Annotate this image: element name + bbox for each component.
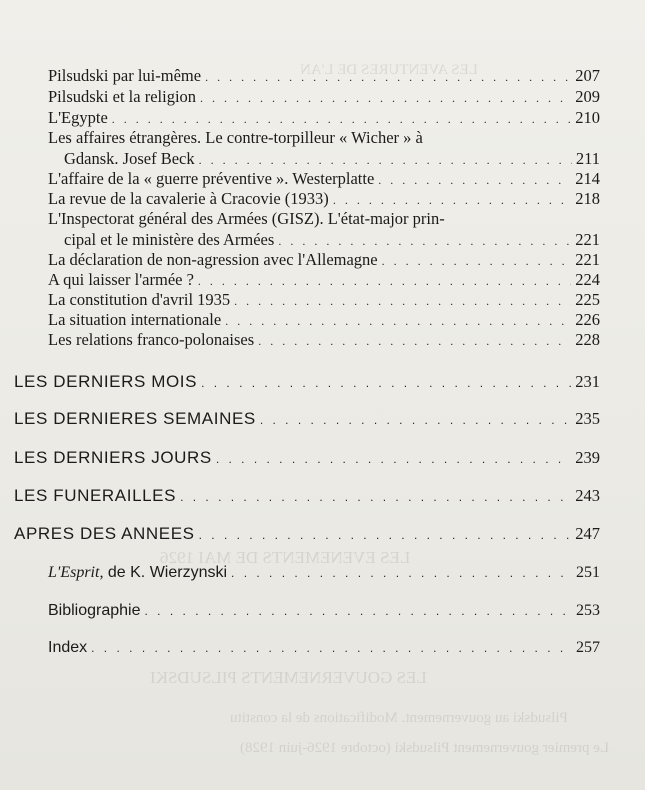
toc-entry-page: 221	[575, 250, 600, 269]
toc-entry[interactable]	[48, 108, 600, 128]
bleed-through: Pilsudski au gouvernement. Modifications de la constitu	[230, 710, 568, 726]
dot-leader	[382, 254, 572, 269]
dot-leader	[91, 641, 572, 655]
toc-entry[interactable]	[48, 310, 600, 330]
dot-leader	[200, 91, 571, 106]
toc-entry-title: La situation internationale	[48, 310, 222, 329]
toc-section-page: 231	[575, 372, 600, 391]
toc-entry-title: Bibliographie	[48, 602, 141, 619]
dot-leader	[180, 490, 571, 504]
esprit-italic: L'Esprit,	[48, 564, 104, 581]
toc-entry-title: La déclaration de non-agression avec l'Allemagne	[48, 250, 378, 269]
toc-entry-page: 209	[575, 87, 600, 106]
toc-entry[interactable]	[48, 66, 600, 86]
toc-entry-title: La constitution d'avril 1935	[48, 290, 231, 309]
dot-leader	[145, 604, 572, 618]
toc-entry-bibliography[interactable]	[48, 602, 600, 620]
dot-leader	[216, 452, 571, 466]
toc-entry-page: 226	[575, 310, 600, 329]
toc-entry[interactable]	[48, 250, 600, 270]
toc-entry-title: La revue de la cavalerie à Cracovie (1933)	[48, 189, 329, 208]
toc-entry-page: 211	[575, 149, 600, 168]
toc-entry-page: 210	[575, 108, 600, 127]
toc-entry[interactable]	[64, 230, 600, 250]
toc-entry[interactable]	[64, 149, 600, 169]
toc-entry[interactable]	[48, 270, 600, 290]
toc-entry-title-line2: cipal et le ministère des Armées	[64, 230, 275, 249]
toc-entry-page: 251	[576, 564, 600, 581]
toc-section-title: LES DERNIERS JOURS	[14, 448, 212, 467]
toc-entry-title-line2: Gdansk. Josef Beck	[64, 149, 195, 168]
toc-entry-page: 224	[575, 270, 600, 289]
toc-section-title: LES FUNERAILLES	[14, 486, 177, 505]
toc-section-page: 243	[575, 486, 600, 505]
dot-leader	[199, 528, 572, 542]
toc-entry-title: L'Egypte	[48, 108, 108, 127]
toc-entry-page: 225	[575, 290, 600, 309]
dot-leader	[260, 413, 571, 427]
dot-leader	[199, 153, 572, 168]
toc-entry[interactable]	[48, 330, 600, 350]
dot-leader	[205, 70, 571, 85]
toc-section-page: 235	[575, 409, 600, 428]
toc-entry-page: 221	[575, 230, 600, 249]
toc-entry-title: A qui laisser l'armée ?	[48, 270, 194, 289]
dot-leader	[225, 314, 571, 329]
bleed-through: Le premier gouvernement Pilsudski (octobre 1926-juin 1928)	[240, 740, 610, 756]
toc-entry-title: Index	[48, 639, 88, 656]
dot-leader	[112, 112, 571, 127]
toc-entry-esprit[interactable]	[48, 564, 600, 582]
dot-leader	[333, 193, 571, 208]
toc-entry-title: Pilsudski par lui-même	[48, 66, 202, 85]
toc-entry-page: 214	[575, 169, 600, 188]
toc-entry-title-line1: L'Inspectorat général des Armées (GISZ). L'état-major prin-	[48, 209, 445, 228]
dot-leader	[198, 274, 571, 289]
toc-section[interactable]	[14, 486, 600, 506]
toc-entry-page: 228	[575, 330, 600, 349]
toc-section[interactable]	[14, 448, 600, 468]
toc-entry[interactable]	[48, 290, 600, 310]
toc-entry-title	[48, 564, 227, 582]
toc-section-page: 239	[575, 448, 600, 467]
toc-entry-title-line1: Les affaires étrangères. Le contre-torpilleur « Wicher » à	[48, 128, 423, 147]
toc-section-title: LES DERNIERES SEMAINES	[14, 409, 256, 428]
toc-entry-page: 218	[575, 189, 600, 208]
toc-entry-title: Pilsudski et la religion	[48, 87, 197, 106]
toc-section-title: APRES DES ANNEES	[14, 524, 195, 543]
toc-section[interactable]	[14, 372, 600, 392]
dot-leader	[231, 566, 572, 580]
toc-entry-title: Les relations franco-polonaises	[48, 330, 255, 349]
toc-entry-page: 257	[576, 639, 600, 656]
esprit-author: de K. Wierzynski	[103, 564, 228, 581]
bleed-through: LES EVENEMENTS DE MAI 1926	[160, 548, 411, 567]
dot-leader	[234, 294, 571, 309]
toc-entry[interactable]	[48, 87, 600, 107]
toc-entry[interactable]	[48, 189, 600, 209]
bleed-through: LES AVENTURES DE L'AN	[300, 62, 478, 78]
toc-section-title: LES DERNIERS MOIS	[14, 372, 198, 391]
toc-entry-title: L'affaire de la « guerre préventive ». Westerplatte	[48, 169, 375, 188]
toc-entry-page: 207	[575, 66, 600, 85]
dot-leader	[201, 376, 571, 390]
toc-entry[interactable]	[48, 169, 600, 189]
toc-entry-page: 253	[576, 602, 600, 619]
toc-section[interactable]	[14, 409, 600, 429]
toc-section-page: 247	[575, 524, 600, 543]
dot-leader	[378, 173, 571, 188]
toc-entry-index[interactable]	[48, 639, 600, 657]
dot-leader	[278, 234, 571, 249]
dot-leader	[258, 334, 571, 349]
bleed-through: LES GOUVERNEMENTS PILSUDSKI	[150, 668, 427, 687]
toc-section[interactable]	[14, 524, 600, 544]
